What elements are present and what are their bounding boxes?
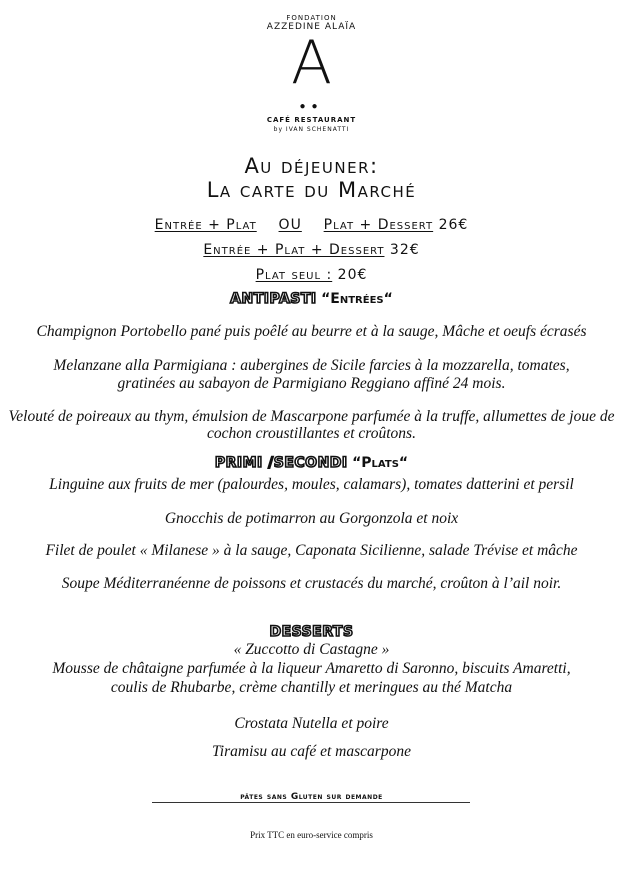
section-desserts	[0, 624, 623, 640]
price-32: 32€	[389, 242, 420, 258]
menu-item: Champignon Portobello pané puis poêlé au beurre et à la sauge, Mâche et oeufs écrasés	[36, 323, 587, 340]
menu-item: Melanzane alla Parmigiana : aubergines de Sicile farcies à la mozzarella, tomates,	[53, 357, 570, 374]
divider	[152, 802, 470, 803]
menu-item: Velouté de poireaux au thym, émulsion de Mascarpone parfumée à la truffe, allumettes de joue de	[8, 408, 615, 425]
price-row-3	[0, 267, 623, 283]
menu-item: Crostata Nutella et poire	[234, 715, 389, 732]
section-subtitle: “Plats“	[352, 455, 409, 471]
menu-item: Filet de poulet « Milanese » à la sauge, Caponata Sicilienne, salade Trévise et mâche	[45, 542, 578, 559]
formula-full: Entrée + Plat + Dessert	[203, 242, 385, 258]
menu-item: gratinées au sabayon de Parmigiano Reggiano affiné 24 mois.	[117, 375, 506, 392]
section-title: DESSERTS	[269, 624, 354, 640]
logo-letter: A	[290, 28, 333, 98]
logo-chef: by IVAN SCHENATTI	[273, 126, 350, 133]
menu-item: Soupe Méditerranéenne de poissons et crustacés du marché, croûton à l’ail noir.	[61, 575, 562, 592]
title-line2: La carte du Marché	[206, 178, 417, 202]
menu-item: cochon croustillantes et croûtons.	[207, 425, 416, 442]
price-note: Prix TTC en euro-service compris	[250, 830, 373, 840]
price-26: 26€	[438, 217, 469, 233]
formula-entree-plat: Entrée + Plat	[154, 217, 257, 233]
formula-or: OU	[278, 217, 302, 233]
gluten-free-note: pâtes sans Gluten sur demande	[240, 792, 383, 802]
price-row-2	[0, 242, 623, 258]
menu-item: Gnocchis de potimarron au Gorgonzola et noix	[164, 510, 459, 527]
menu-item: « Zuccotto di Castagne »	[233, 641, 390, 658]
menu-item: Linguine aux fruits de mer (palourdes, moules, calamars), tomates datterini et persil	[49, 476, 574, 493]
menu-item: coulis de Rhubarbe, crème chantilly et meringues au thé Matcha	[110, 679, 513, 696]
formula-plat-seul: Plat seul :	[255, 267, 333, 283]
section-antipasti	[0, 291, 623, 307]
section-title: PRIMI /SECONDI	[214, 455, 348, 471]
formula-plat-dessert: Plat + Dessert	[323, 217, 434, 233]
title-line1: Au déjeuner:	[244, 154, 379, 178]
section-subtitle: “Entrées“	[321, 291, 393, 307]
price-row-1	[0, 217, 623, 233]
menu-item: Tiramisu au café et mascarpone	[212, 743, 411, 760]
section-primi	[0, 455, 623, 471]
price-20: 20€	[337, 267, 368, 283]
section-title: ANTIPASTI	[230, 291, 317, 307]
logo-fondation: FONDATION	[286, 14, 337, 22]
logo-name: AZZEDINE ALAÏA	[266, 22, 357, 32]
menu-item: Mousse de châtaigne parfumée à la liqueur Amaretto di Saronno, biscuits Amaretti,	[52, 660, 571, 677]
logo-cafe: CAFÉ RESTAURANT	[266, 116, 357, 124]
logo-dots-icon: ●●	[299, 101, 324, 112]
